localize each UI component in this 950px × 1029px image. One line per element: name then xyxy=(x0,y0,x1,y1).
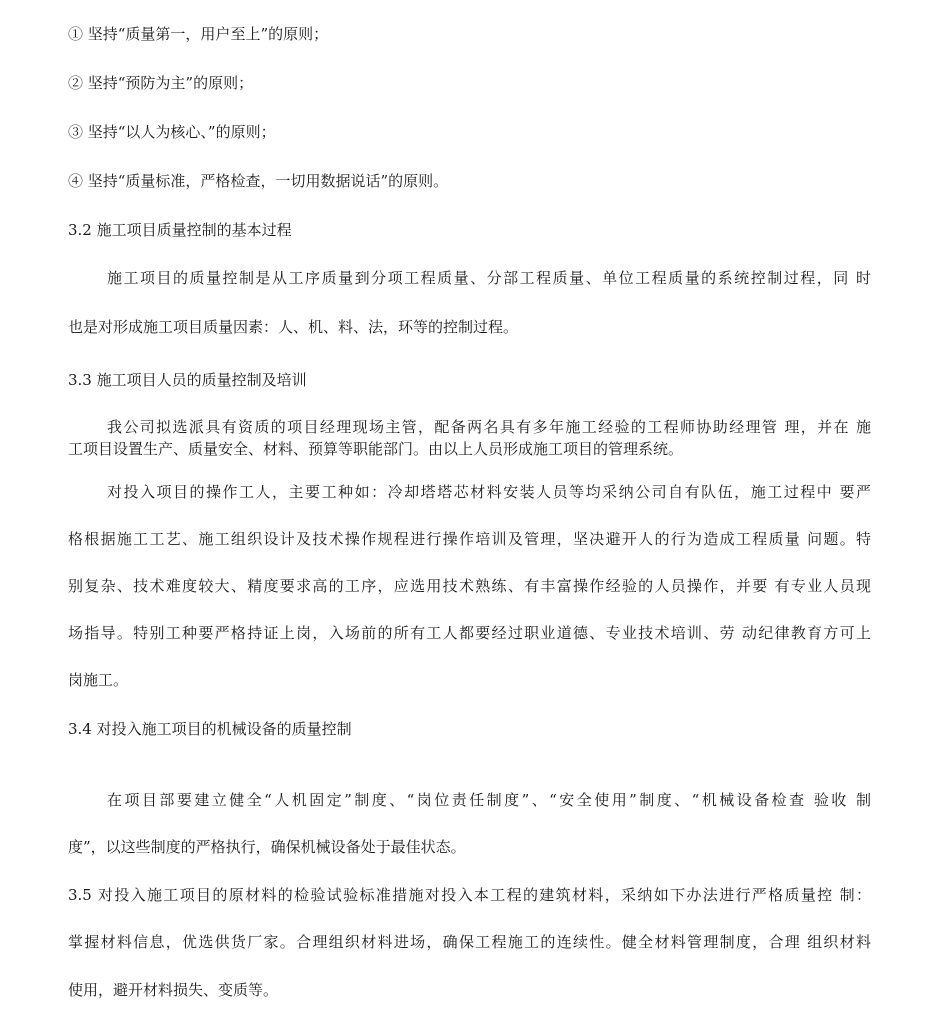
section-3-3-heading: 3.3 施工项目人员的质量控制及培训 xyxy=(68,371,307,389)
section-3-5-line-3: 使用，避开材料损失、变质等。 xyxy=(68,981,279,999)
section-3-3-para1-line-1: 我公司拟选派具有资质的项目经理现场主管，配备两名具有多年施工经验的工程师协助经理管 理，并在 施 xyxy=(107,418,871,436)
principle-4: ④ 坚持“质量标准，严格检查，一切用数据说话”的原则。 xyxy=(68,172,449,190)
section-3-4-line-2: 度”，以这些制度的严格执行，确保机械设备处于最佳状态。 xyxy=(68,838,466,856)
section-3-2-line-2: 也是对形成施工项目质量因素：人、机、料、法，环等的控制过程。 xyxy=(68,318,519,336)
section-3-2-heading: 3.2 施工项目质量控制的基本过程 xyxy=(68,221,292,239)
section-3-2-line-1: 施工项目的质量控制是从工序质量到分项工程质量、分部工程质量、单位工程质量的系统控制过程，同 时 xyxy=(107,269,871,287)
section-3-4-line-1: 在项目部要建立健全“人机固定”制度、“岗位责任制度”、“安全使用”制度、“机械设备检查 验收 制 xyxy=(107,791,871,809)
section-3-4-heading: 3.4 对投入施工项目的机械设备的质量控制 xyxy=(68,720,352,738)
section-3-3-para2-line-3: 别复杂、技术难度较大、精度要求高的工序，应选用技术熟练、有丰富操作经验的人员操作，并要 有专业人员现 xyxy=(68,577,871,595)
section-3-3-para2-line-4: 场指导。特别工种要严格持证上岗，入场前的所有工人都要经过职业道德、专业技术培训、劳 动纪律教育方可上 xyxy=(68,624,871,642)
section-3-3-para2-line-2: 格根据施工工艺、施工组织设计及技术操作规程进行操作培训及管理，坚决避开人的行为造成工程质量 问题。特 xyxy=(68,530,871,548)
section-3-5-line-2: 掌握材料信息，优选供货厂家。合理组织材料进场，确保工程施工的连续性。健全材料管理制度，合理 组织材料 xyxy=(68,933,871,951)
section-3-3-para2-line-5: 岗施工。 xyxy=(68,671,129,689)
section-3-5-line-1: 3.5 对投入施工项目的原材料的检验试验标准措施对投入本工程的建筑材料，采纳如下办法进行严格质量控 制： xyxy=(68,886,871,904)
section-3-3-para2-line-1: 对投入项目的操作工人，主要工种如：冷却塔塔芯材料安装人员等均采纳公司自有队伍，施工过程中 要严 xyxy=(107,483,871,501)
principle-1: ① 坚持“质量第一，用户至上”的原则； xyxy=(68,25,329,43)
section-3-3-para1-line-2: 工项目设置生产、质量安全、材料、预算等职能部门。由以上人员形成施工项目的管理系统。 xyxy=(68,440,684,458)
principle-2: ② 坚持“预防为主”的原则； xyxy=(68,74,254,92)
principle-3: ③ 坚持“以人为核心、”的原则； xyxy=(68,123,276,141)
